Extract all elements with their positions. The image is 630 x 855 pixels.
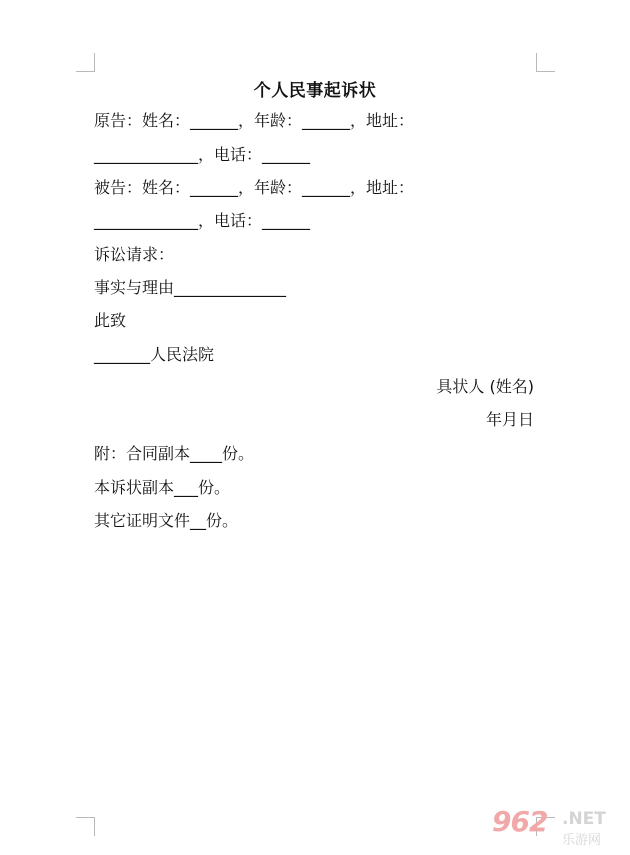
attachment-contract: 附：合同副本____份。	[94, 444, 255, 463]
attachment-copies: 本诉状副本___份。	[94, 478, 231, 497]
corner-mark-bottom-left	[76, 817, 95, 836]
defendant-contact-line: _____________，电话：______	[94, 211, 311, 230]
watermark-suffix: .NET	[562, 809, 606, 829]
attachment-evidence: 其它证明文件__份。	[94, 511, 239, 530]
corner-mark-top-left	[76, 53, 95, 72]
plaintiff-line: 原告：姓名：______，年龄：______，地址：	[94, 111, 415, 130]
site-watermark	[492, 805, 622, 849]
facts-line: 事实与理由______________	[94, 278, 287, 297]
date-line: 年月日	[485, 410, 534, 429]
corner-mark-top-right	[536, 53, 555, 72]
plaintiff-contact-line: _____________，电话：______	[94, 145, 311, 164]
salutation-line: 此致	[94, 311, 127, 330]
watermark-label: 乐游网	[562, 833, 602, 848]
watermark-number: 962	[492, 805, 548, 838]
court-line: _______人民法院	[94, 345, 215, 364]
signature-line: 具状人 (姓名)	[436, 377, 534, 396]
defendant-line: 被告：姓名：______，年龄：______，地址：	[94, 178, 415, 197]
document-title: 个人民事起诉状	[253, 81, 377, 101]
claims-heading: 诉讼请求：	[94, 245, 175, 264]
